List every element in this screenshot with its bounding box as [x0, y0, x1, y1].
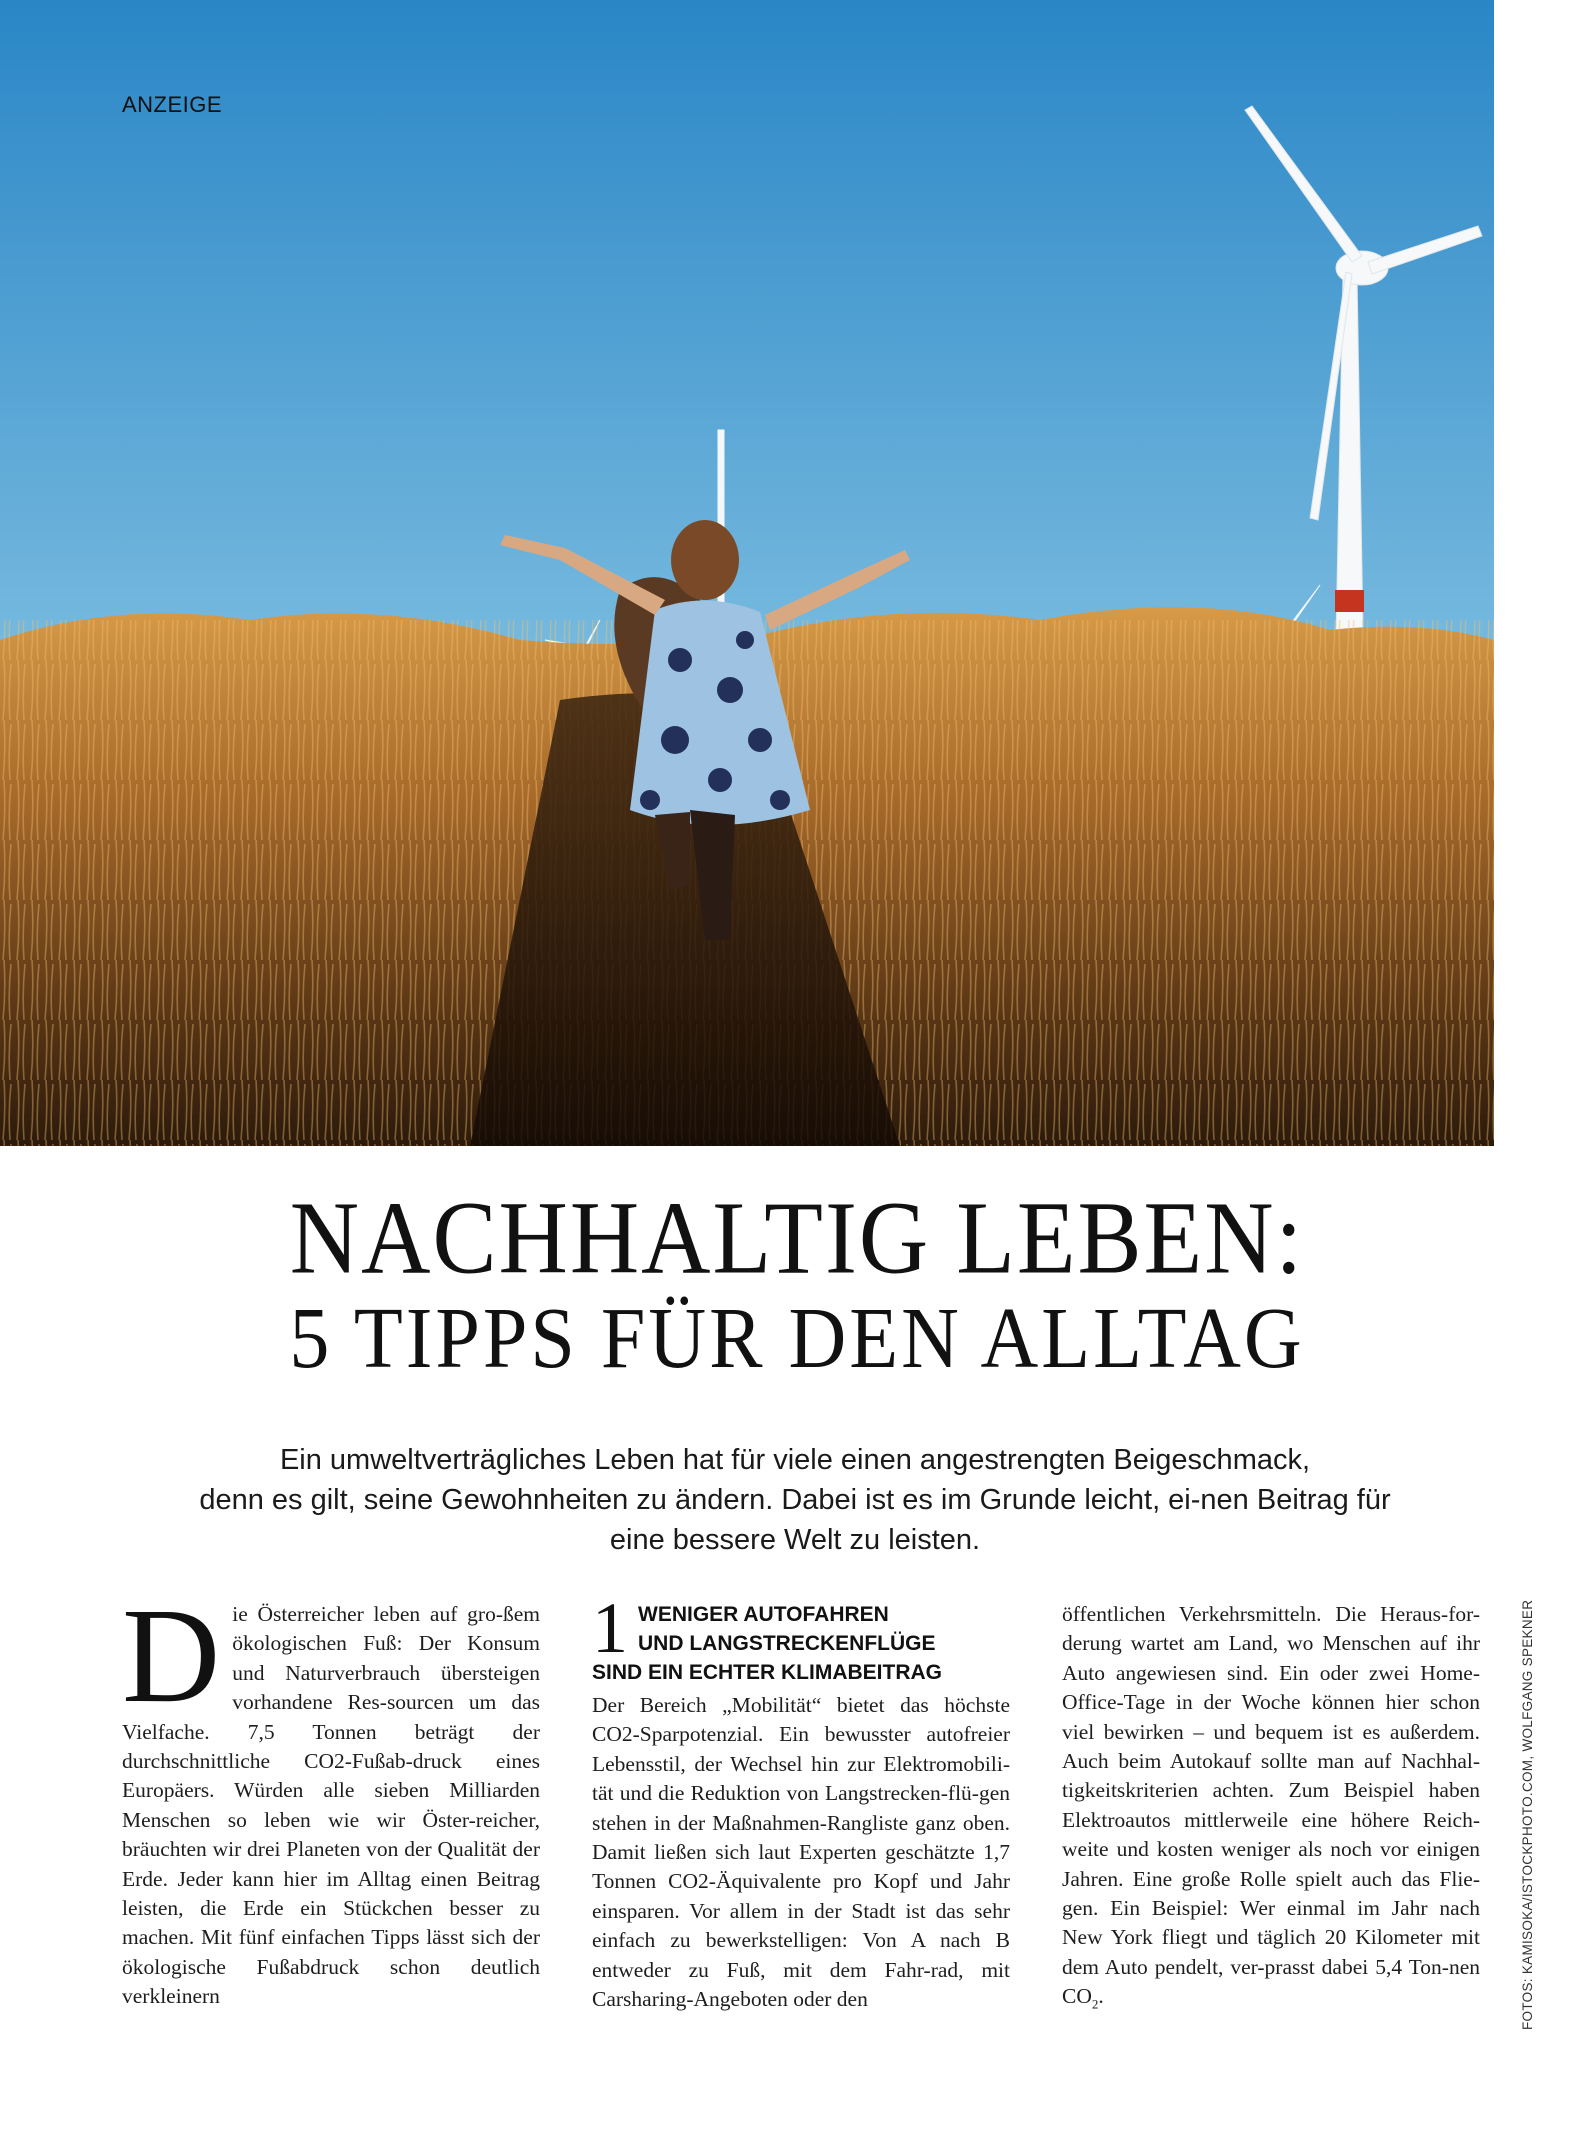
lead-line-2: denn es gilt, seine Gewohnheiten zu ändern. Dabei ist es im Grunde leicht, ei-nen Beitrag für	[199, 1484, 1391, 1516]
headline-line-2: 5 TIPPS FÜR DEN ALLTAG	[289, 1291, 1305, 1387]
lead-line-1: Ein umweltverträgliches Leben hat für viele einen angestrengten Beigeschmack,	[279, 1444, 1311, 1476]
intro-column	[122, 1581, 540, 2012]
tip-title-line-1: WENIGER AUTOFAHREN	[638, 1603, 889, 1626]
headline	[0, 1179, 1594, 1387]
tip-1-continuation-column	[1062, 1600, 1480, 2019]
lead-paragraph	[150, 1440, 1440, 1560]
photo-credit-text: FOTOS: KAMISOKA/ISTOCKPHOTO.COM, WOLFGANG SPEKNER	[1520, 1599, 1535, 2030]
tip-1-body-continued: öffentlichen Verkehrsmitteln. Die Heraus-for-derung wartet am Land, wo Menschen auf ihr Auto angewiesen sind. Ein oder zwei Home-Office-Tage in der Woche können hier schon viel bewirken – und bequem ist es außerdem. Auch beim Autokauf sollte man auf Nachhal-tigkeitskriterien achten. Zum Beispiel haben Elektroautos mittlerweile eine höhere Reich-weite und kosten weniger als noch vor einigen Jahren. Eine große Rolle spielt auch das Flie-gen. Ein Beispiel: Wer einmal im Jahr nach New York fliegt und täglich 20 Kilometer mit dem Auto pendelt, ver-prasst dabei 5,4 Ton-nen CO	[1062, 1602, 1480, 2009]
tip-title-line-2: UND LANGSTRECKENFLÜGE	[638, 1632, 936, 1655]
headline-line-1: NACHHALTIG LEBEN:	[289, 1179, 1305, 1296]
photo-credit	[1520, 1600, 1540, 2030]
advertisement-label: ANZEIGE	[122, 92, 223, 117]
lead-line-3: eine bessere Welt zu leisten.	[609, 1524, 981, 1556]
tip-number: 1	[592, 1588, 628, 1668]
tip-1-body: Der Bereich „Mobilität“ bietet das höchste CO2-Sparpotenzial. Ein bewusster autofreier Lebensstil, der Wechsel hin zur Elektromobili-tät und die Reduktion von Langstrecken-flü-gen stehen in der Maßnahmen-Rangliste ganz oben. Damit ließen sich laut Experten geschätzte 1,7 Tonnen CO2-Äquivalente pro Kopf und Jahr einsparen. Vor allem in der Stadt ist das sehr einfach zu bewerkstelligen: Von A nach B entweder zu Fuß, mit dem Fahr-rad, mit Carsharing-Angeboten oder den	[592, 1693, 1010, 2012]
co2-subscript: 2	[1091, 1996, 1099, 2012]
tip-title-line-3: SIND EIN ECHTER KLIMABEITRAG	[592, 1661, 943, 1684]
drop-cap: D	[122, 1581, 221, 1731]
intro-text: ie Österreicher leben auf gro-ßem ökologischen Fuß: Der Konsum und Naturverbrauch übersteigen vorhandene Res-sourcen um das Vielfache. 7,5 Tonnen beträgt der durchschnittliche CO2-Fußab-druck eines Europäers. Würden alle sieben Milliarden Menschen so leben wie wir Öster-reicher, bräuchten wir drei Planeten von der Qualität der Erde. Jeder kann hier im Alltag einen Beitrag leisten, die Erde ein Stückchen besser zu machen. Mit fünf einfachen Tipps lässt sich der ökologische Fußabdruck schon deutlich verkleinern	[122, 1602, 540, 2009]
tip-1-heading	[592, 1588, 1010, 1687]
tip-1-column	[592, 1588, 1010, 2014]
tip-title	[592, 1600, 1010, 1687]
tip-1-body-end: .	[1098, 1984, 1104, 2009]
